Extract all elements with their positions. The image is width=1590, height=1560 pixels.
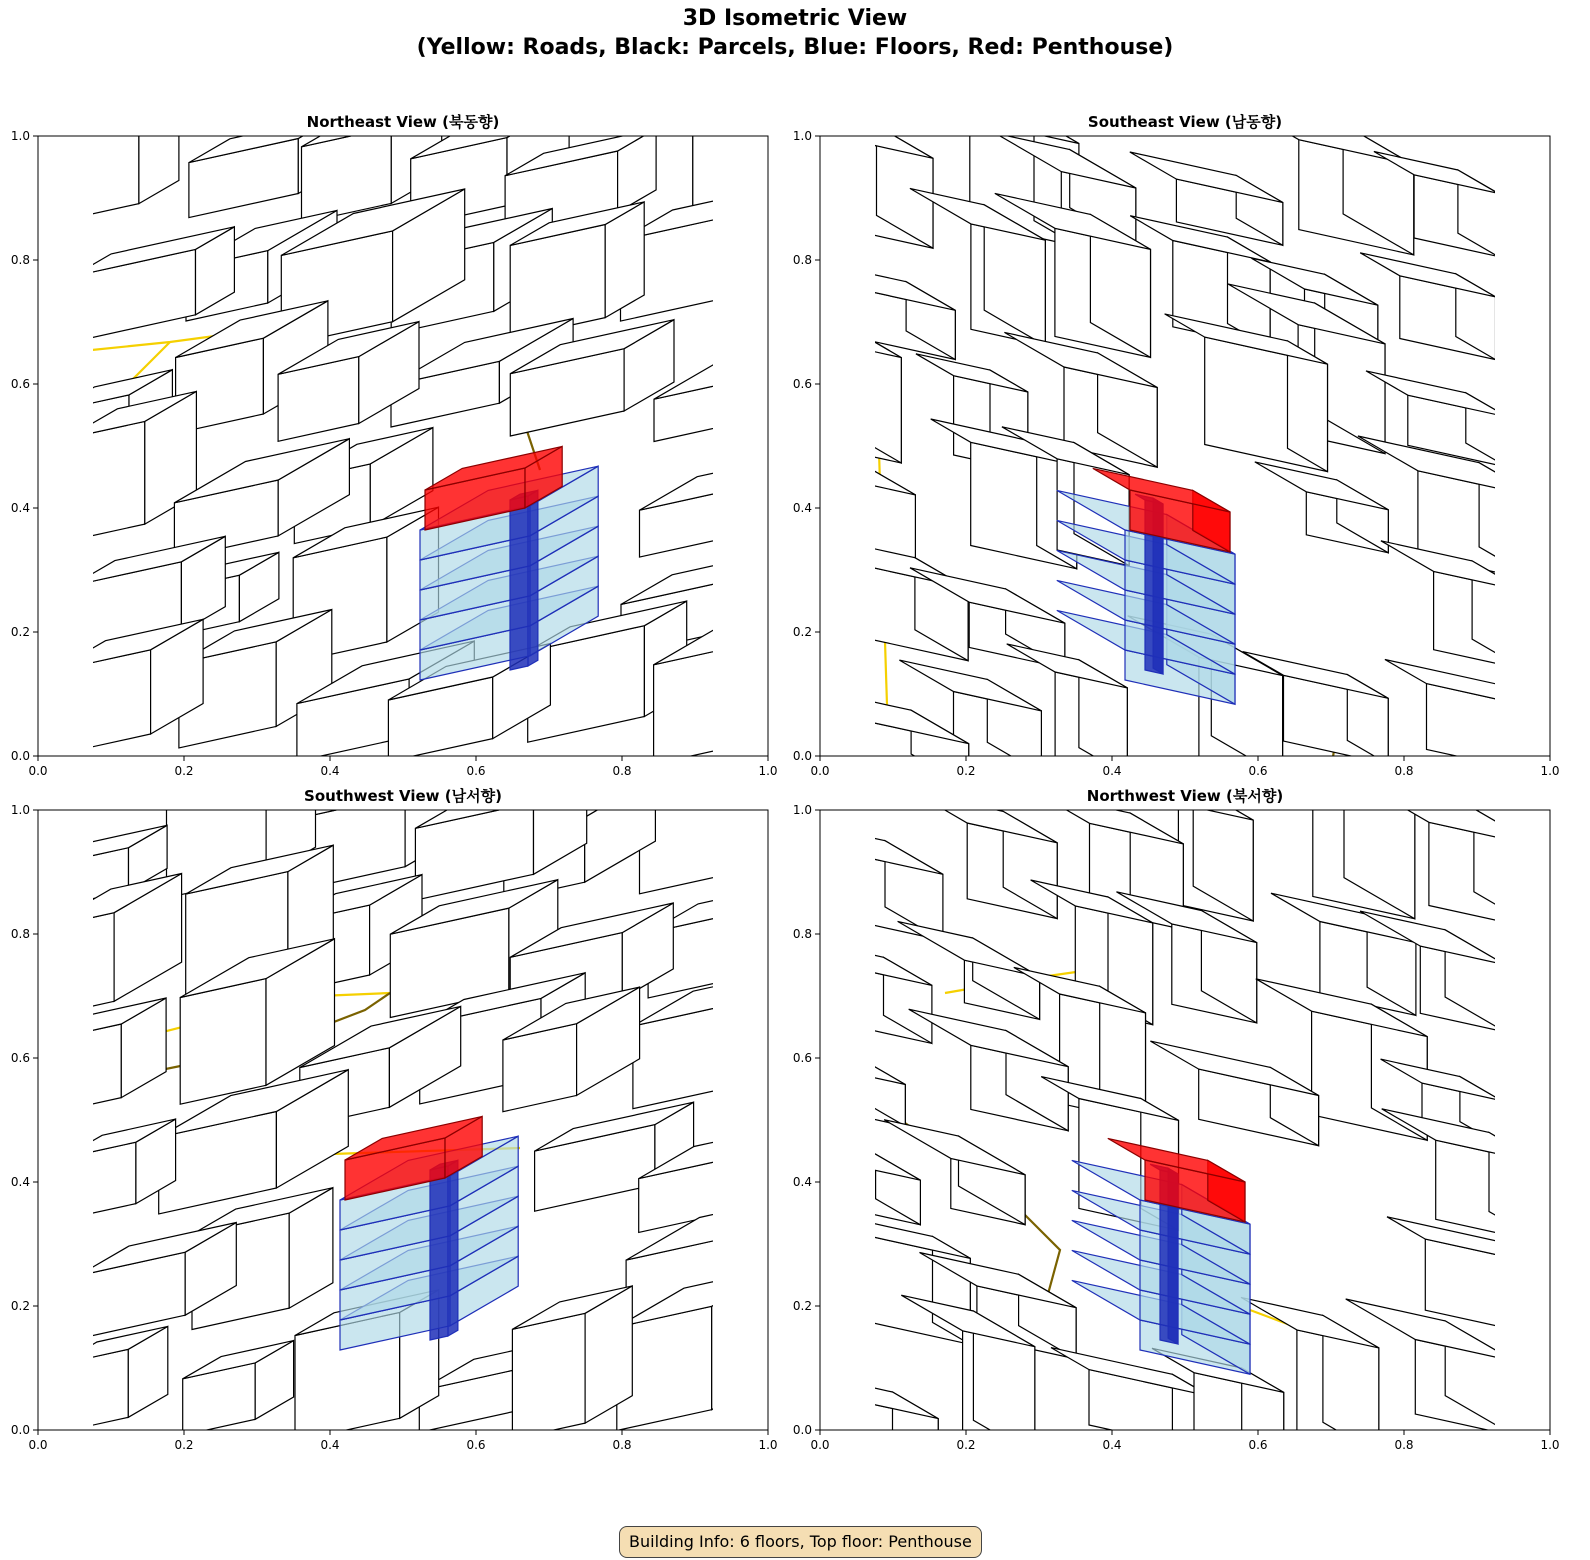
building-info-box: Building Info: 6 floors, Top floor: Penthouse (619, 1526, 982, 1558)
x-tick-label: 0.0 (810, 764, 830, 778)
parcel-block (1130, 152, 1283, 245)
y-tick-label: 0.2 (792, 1299, 812, 1313)
y-tick-label: 0.6 (792, 1051, 812, 1065)
x-tick-label: 0.4 (320, 764, 340, 778)
x-tick-label: 0.2 (174, 764, 194, 778)
panel-title: Northwest View (북서향) (1086, 787, 1284, 805)
parcel-block (786, 936, 932, 1044)
y-tick-label: 0.4 (10, 501, 30, 515)
y-tick-label: 0.2 (10, 1299, 30, 1313)
parcel-block (50, 100, 179, 223)
x-tick-label: 0.4 (1102, 764, 1122, 778)
x-tick-label: 0.0 (28, 764, 48, 778)
chart-svg (0, 100, 780, 800)
y-tick-label: 1.0 (792, 803, 812, 817)
y-tick-label: 0.8 (792, 927, 812, 941)
panel-northeast (0, 100, 780, 800)
y-tick-label: 0.0 (10, 749, 30, 763)
parcel-block (782, 816, 943, 940)
parcel-block (43, 874, 181, 1017)
panel-southeast (782, 100, 1562, 800)
x-tick-label: 0.4 (320, 1438, 340, 1452)
parcel-block (1381, 541, 1525, 670)
y-tick-label: 0.0 (792, 749, 812, 763)
y-tick-label: 0.4 (792, 501, 812, 515)
y-tick-label: 0.6 (792, 377, 812, 391)
y-tick-label: 1.0 (792, 129, 812, 143)
chart-svg (782, 774, 1562, 1474)
y-tick-label: 0.8 (792, 253, 812, 267)
x-tick-label: 0.4 (1102, 1438, 1122, 1452)
scene (43, 774, 780, 1441)
parcel-block (782, 103, 933, 248)
x-tick-label: 0.6 (466, 1438, 486, 1452)
parcel-block (1385, 660, 1551, 777)
parcel-block (183, 1341, 294, 1436)
y-tick-label: 0.8 (10, 253, 30, 267)
panel-title: Southwest View (남서향) (304, 787, 502, 805)
panel-title: Southeast View (남동향) (1087, 113, 1283, 131)
parcel-block (640, 454, 781, 557)
y-tick-label: 1.0 (10, 803, 30, 817)
core-shaft (510, 490, 538, 670)
parcel-block (72, 227, 234, 342)
y-tick-label: 0.4 (792, 1175, 812, 1189)
figure-title (0, 4, 1590, 62)
parcel-block (909, 1009, 1068, 1131)
parcel-block (57, 1326, 167, 1433)
parcel-block (823, 1212, 971, 1344)
x-tick-label: 0.2 (956, 764, 976, 778)
chart-svg (0, 774, 780, 1474)
x-tick-label: 0.6 (1248, 764, 1268, 778)
x-tick-label: 1.0 (1540, 764, 1560, 778)
y-tick-label: 0.8 (10, 927, 30, 941)
figure-title-line1: 3D Isometric View (682, 6, 908, 31)
x-tick-label: 1.0 (758, 764, 778, 778)
x-tick-label: 0.0 (28, 1438, 48, 1452)
y-tick-label: 0.0 (10, 1423, 30, 1437)
x-tick-label: 0.2 (956, 1438, 976, 1452)
parcel-block (640, 774, 781, 894)
x-tick-label: 0.8 (1394, 764, 1414, 778)
y-tick-label: 0.6 (10, 377, 30, 391)
scene (782, 774, 1546, 1461)
x-tick-label: 1.0 (1540, 1438, 1560, 1452)
x-tick-label: 0.0 (810, 1438, 830, 1452)
y-tick-label: 0.4 (10, 1175, 30, 1189)
y-tick-label: 1.0 (10, 129, 30, 143)
x-tick-label: 0.8 (612, 764, 632, 778)
parcel-block (512, 1286, 632, 1439)
parcel-block (798, 532, 968, 661)
x-tick-label: 1.0 (758, 1438, 778, 1452)
parcel-block (1241, 1297, 1379, 1454)
core-shaft (430, 1160, 458, 1340)
x-tick-label: 0.8 (1394, 1438, 1414, 1452)
x-tick-label: 0.8 (612, 1438, 632, 1452)
panel-northwest (782, 774, 1562, 1474)
y-tick-label: 0.2 (792, 625, 812, 639)
scene (50, 100, 780, 764)
x-tick-label: 0.6 (1248, 1438, 1268, 1452)
parcel-block (1255, 462, 1389, 553)
y-tick-label: 0.2 (10, 625, 30, 639)
x-tick-label: 0.6 (466, 764, 486, 778)
panel-title: Northeast View (북동향) (306, 113, 500, 131)
parcel-block (44, 998, 166, 1115)
chart-svg (782, 100, 1562, 800)
y-tick-label: 0.6 (10, 1051, 30, 1065)
parcel-block (807, 260, 955, 360)
parcel-block (801, 1138, 921, 1225)
x-tick-label: 0.2 (174, 1438, 194, 1452)
scene (782, 100, 1551, 800)
figure-title-line2: (Yellow: Roads, Black: Parcels, Blue: Floors, Red: Penthouse) (416, 35, 1174, 60)
y-tick-label: 0.0 (792, 1423, 812, 1437)
panel-southwest (0, 774, 780, 1474)
